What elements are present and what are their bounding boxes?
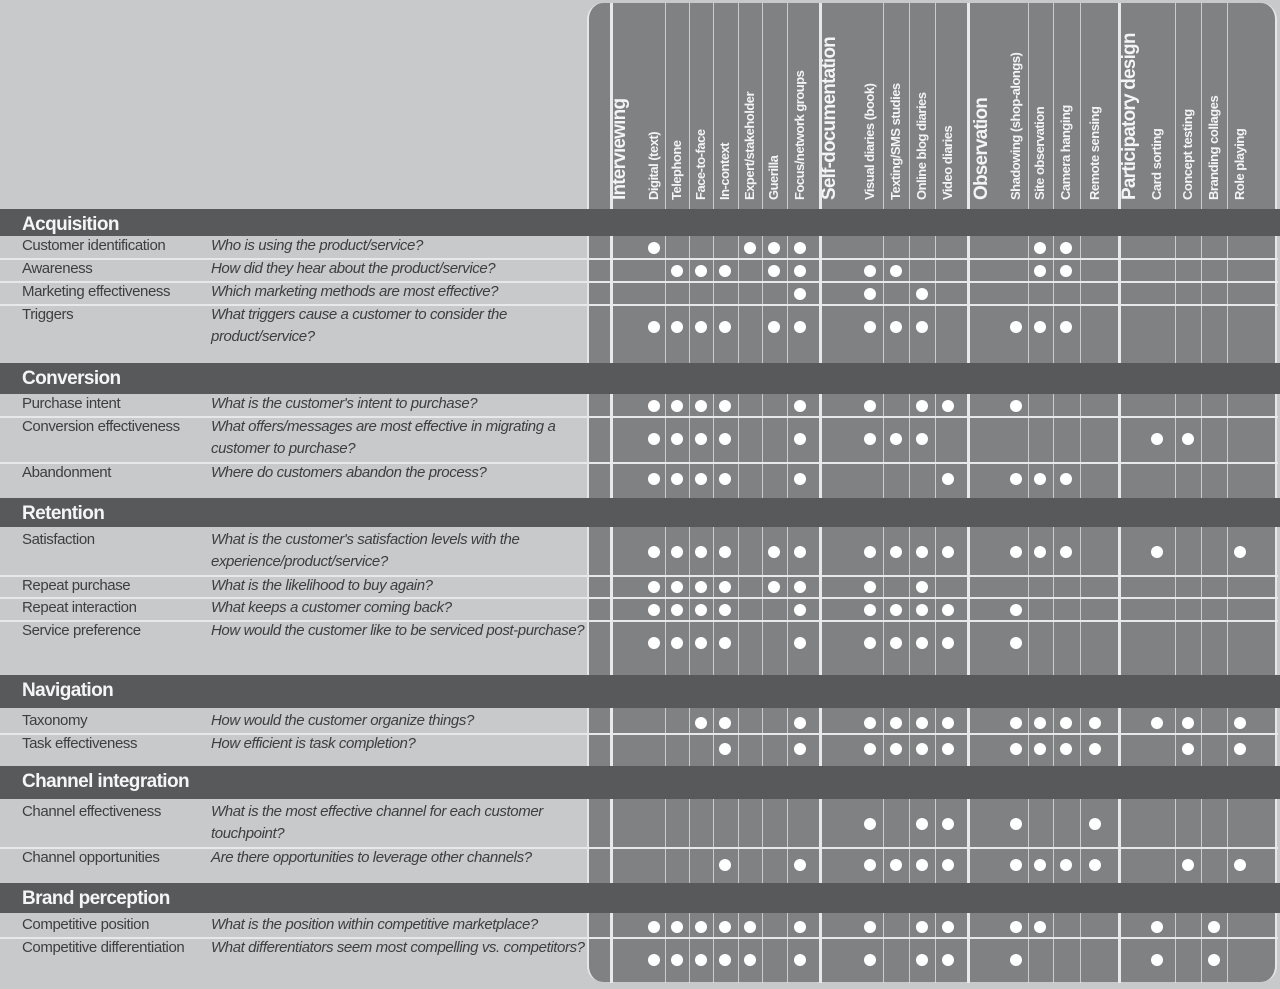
method-dot bbox=[794, 242, 806, 254]
method-dot bbox=[942, 818, 954, 830]
method-dot bbox=[695, 433, 707, 445]
column-divider bbox=[713, 3, 714, 983]
row-question: What keeps a customer coming back? bbox=[211, 599, 452, 616]
group-header-observation: Observation bbox=[971, 97, 992, 200]
method-dot bbox=[916, 546, 928, 558]
method-dot bbox=[1010, 400, 1022, 412]
method-dot bbox=[719, 743, 731, 755]
method-dot bbox=[671, 433, 683, 445]
method-dot bbox=[671, 400, 683, 412]
row-question: What is the customer's satisfaction levels with the experience/product/service? bbox=[211, 531, 520, 570]
method-dot bbox=[719, 921, 731, 933]
method-dot bbox=[916, 637, 928, 649]
method-dot bbox=[1089, 818, 1101, 830]
method-dot bbox=[864, 433, 876, 445]
method-dot bbox=[1060, 743, 1072, 755]
method-dot bbox=[719, 954, 731, 966]
row-divider bbox=[0, 575, 1278, 577]
method-dot bbox=[1060, 859, 1072, 871]
method-dot bbox=[916, 921, 928, 933]
method-dot bbox=[1060, 321, 1072, 333]
method-dot bbox=[1089, 717, 1101, 729]
column-divider bbox=[762, 3, 763, 983]
method-dot bbox=[864, 921, 876, 933]
method-dot bbox=[719, 433, 731, 445]
column-header-digital-text: Digital (text) bbox=[646, 131, 661, 200]
method-dot bbox=[794, 321, 806, 333]
column-divider bbox=[935, 3, 936, 983]
method-dot bbox=[1010, 546, 1022, 558]
method-dot bbox=[942, 400, 954, 412]
section-header-channel-integration bbox=[0, 766, 1280, 799]
method-dot bbox=[794, 954, 806, 966]
method-dot bbox=[864, 321, 876, 333]
row-question: What is the position within competitive marketplace? bbox=[211, 916, 538, 933]
column-header-shadowing-shop-alongs: Shadowing (shop-alongs) bbox=[1008, 52, 1023, 200]
column-divider bbox=[1227, 3, 1228, 983]
method-dot bbox=[794, 546, 806, 558]
method-dot bbox=[794, 637, 806, 649]
method-dot bbox=[671, 604, 683, 616]
method-dot bbox=[695, 473, 707, 485]
row-divider bbox=[0, 304, 1278, 306]
row-attribute: Satisfaction bbox=[22, 531, 95, 548]
row-question: What triggers cause a customer to consider the product/service? bbox=[211, 306, 507, 345]
method-dot bbox=[1151, 921, 1163, 933]
method-dot bbox=[794, 400, 806, 412]
method-dot bbox=[671, 954, 683, 966]
row-attribute: Channel effectiveness bbox=[22, 803, 161, 820]
method-dot bbox=[1151, 433, 1163, 445]
method-dot bbox=[794, 473, 806, 485]
method-dot bbox=[695, 581, 707, 593]
method-dot bbox=[864, 637, 876, 649]
method-dot bbox=[648, 637, 660, 649]
row-attribute: Conversion effectiveness bbox=[22, 418, 180, 435]
method-dot bbox=[648, 954, 660, 966]
method-dot bbox=[648, 604, 660, 616]
section-header-brand-perception bbox=[0, 883, 1280, 913]
row-attribute: Competitive position bbox=[22, 916, 150, 933]
method-dot bbox=[1034, 859, 1046, 871]
method-dot bbox=[648, 400, 660, 412]
column-header-card-sorting: Card sorting bbox=[1149, 128, 1164, 200]
row-divider bbox=[0, 847, 1278, 849]
row-attribute: Marketing effectiveness bbox=[22, 283, 171, 300]
method-dot bbox=[942, 546, 954, 558]
method-dot bbox=[671, 637, 683, 649]
method-dot bbox=[916, 954, 928, 966]
method-dot bbox=[648, 546, 660, 558]
column-divider bbox=[819, 3, 822, 983]
method-dot bbox=[719, 546, 731, 558]
method-dot bbox=[1010, 954, 1022, 966]
method-dot bbox=[1034, 717, 1046, 729]
row-question: What offers/messages are most effective in migrating a customer to purchase? bbox=[211, 418, 556, 457]
row-attribute: Repeat interaction bbox=[22, 599, 137, 616]
row-question: How did they hear about the product/service? bbox=[211, 260, 496, 277]
row-question: What is the likelihood to buy again? bbox=[211, 577, 433, 594]
method-dot bbox=[695, 717, 707, 729]
method-dot bbox=[768, 321, 780, 333]
group-header-interviewing: Interviewing bbox=[609, 98, 630, 200]
method-dot bbox=[695, 546, 707, 558]
method-dot bbox=[671, 321, 683, 333]
row-divider bbox=[0, 597, 1278, 599]
method-dot bbox=[1034, 242, 1046, 254]
method-dot bbox=[916, 859, 928, 871]
column-header-focus-network-groups: Focus/network groups bbox=[792, 70, 807, 200]
method-dot bbox=[1034, 743, 1046, 755]
method-dot bbox=[1182, 433, 1194, 445]
row-divider bbox=[0, 281, 1278, 283]
column-header-in-context: In-context bbox=[717, 142, 732, 200]
column-divider bbox=[1053, 3, 1054, 983]
method-dot bbox=[695, 604, 707, 616]
method-dot bbox=[916, 717, 928, 729]
method-dot bbox=[890, 717, 902, 729]
column-divider bbox=[610, 3, 613, 983]
section-title: Retention bbox=[22, 503, 105, 524]
method-dot bbox=[719, 473, 731, 485]
column-divider bbox=[1118, 3, 1121, 983]
method-dot bbox=[1234, 743, 1246, 755]
section-header-navigation bbox=[0, 675, 1280, 708]
row-divider bbox=[0, 258, 1278, 260]
row-attribute: Abandonment bbox=[22, 464, 112, 481]
method-dot bbox=[1060, 717, 1072, 729]
methods-panel bbox=[587, 3, 1277, 982]
column-divider bbox=[787, 3, 788, 983]
method-dot bbox=[671, 921, 683, 933]
row-question: What is the most effective channel for each customer touchpoint? bbox=[211, 803, 543, 842]
method-dot bbox=[648, 581, 660, 593]
method-dot bbox=[794, 581, 806, 593]
method-dot bbox=[719, 637, 731, 649]
method-dot bbox=[695, 265, 707, 277]
column-header-texting-sms-studies: Texting/SMS studies bbox=[888, 83, 903, 200]
row-question: How efficient is task completion? bbox=[211, 735, 416, 752]
method-dot bbox=[916, 581, 928, 593]
method-dot bbox=[648, 921, 660, 933]
method-dot bbox=[1010, 473, 1022, 485]
method-dot bbox=[1234, 717, 1246, 729]
method-dot bbox=[890, 859, 902, 871]
group-header-participatory-design: Participatory design bbox=[1119, 33, 1140, 200]
method-dot bbox=[864, 265, 876, 277]
column-header-concept-testing: Concept testing bbox=[1180, 109, 1195, 200]
method-dot bbox=[648, 433, 660, 445]
method-dot bbox=[864, 581, 876, 593]
method-dot bbox=[671, 581, 683, 593]
row-attribute: Service preference bbox=[22, 622, 141, 639]
method-dot bbox=[1010, 921, 1022, 933]
method-dot bbox=[1208, 921, 1220, 933]
method-dot bbox=[1034, 473, 1046, 485]
method-dot bbox=[1010, 321, 1022, 333]
method-dot bbox=[890, 433, 902, 445]
method-dot bbox=[695, 637, 707, 649]
method-dot bbox=[1034, 546, 1046, 558]
row-divider bbox=[0, 937, 1278, 939]
row-question: Where do customers abandon the process? bbox=[211, 464, 487, 481]
column-header-expert-stakeholder: Expert/stakeholder bbox=[742, 91, 757, 200]
method-dot bbox=[719, 265, 731, 277]
method-dot bbox=[1234, 546, 1246, 558]
row-attribute: Purchase intent bbox=[22, 395, 121, 412]
row-attribute: Customer identification bbox=[22, 237, 166, 254]
method-dot bbox=[794, 743, 806, 755]
method-dot bbox=[890, 637, 902, 649]
method-dot bbox=[1010, 717, 1022, 729]
row-question: What is the customer's intent to purchase? bbox=[211, 395, 478, 412]
method-dot bbox=[916, 604, 928, 616]
method-dot bbox=[890, 604, 902, 616]
section-title: Navigation bbox=[22, 680, 114, 701]
row-question: How would the customer organize things? bbox=[211, 712, 474, 729]
method-dot bbox=[1034, 321, 1046, 333]
method-dot bbox=[719, 400, 731, 412]
column-header-camera-hanging: Camera hanging bbox=[1058, 105, 1073, 200]
method-dot bbox=[794, 265, 806, 277]
section-title: Conversion bbox=[22, 368, 121, 389]
method-dot bbox=[671, 473, 683, 485]
method-dot bbox=[942, 921, 954, 933]
method-dot bbox=[648, 242, 660, 254]
method-dot bbox=[744, 242, 756, 254]
row-question: What differentiators seem most compelling vs. competitors? bbox=[211, 939, 585, 956]
row-attribute: Taxonomy bbox=[22, 712, 88, 729]
method-dot bbox=[768, 265, 780, 277]
method-dot bbox=[916, 743, 928, 755]
method-dot bbox=[1208, 954, 1220, 966]
method-dot bbox=[1089, 743, 1101, 755]
method-dot bbox=[1010, 743, 1022, 755]
row-divider bbox=[0, 416, 1278, 418]
method-dot bbox=[864, 954, 876, 966]
method-dot bbox=[695, 921, 707, 933]
row-divider bbox=[0, 733, 1278, 735]
method-dot bbox=[794, 921, 806, 933]
column-divider bbox=[1201, 3, 1202, 983]
method-dot bbox=[1234, 859, 1246, 871]
method-dot bbox=[942, 604, 954, 616]
group-header-self-documentation: Self-documentation bbox=[819, 37, 840, 200]
column-header-video-diaries: Video diaries bbox=[940, 125, 955, 200]
section-title: Channel integration bbox=[22, 771, 189, 792]
method-dot bbox=[864, 859, 876, 871]
method-dot bbox=[942, 859, 954, 871]
method-dot bbox=[719, 717, 731, 729]
method-dot bbox=[768, 242, 780, 254]
method-dot bbox=[695, 321, 707, 333]
method-dot bbox=[648, 473, 660, 485]
method-dot bbox=[890, 265, 902, 277]
method-dot bbox=[864, 604, 876, 616]
column-divider bbox=[665, 3, 666, 983]
method-dot bbox=[1089, 859, 1101, 871]
method-dot bbox=[794, 717, 806, 729]
column-header-site-observation: Site observation bbox=[1032, 106, 1047, 200]
column-divider bbox=[909, 3, 910, 983]
column-divider bbox=[1080, 3, 1081, 983]
method-dot bbox=[1182, 743, 1194, 755]
row-attribute: Task effectiveness bbox=[22, 735, 138, 752]
method-dot bbox=[794, 604, 806, 616]
method-dot bbox=[864, 717, 876, 729]
method-dot bbox=[1010, 637, 1022, 649]
method-dot bbox=[1182, 859, 1194, 871]
method-dot bbox=[768, 546, 780, 558]
method-dot bbox=[1034, 921, 1046, 933]
row-divider bbox=[0, 620, 1278, 622]
row-attribute: Repeat purchase bbox=[22, 577, 131, 594]
method-dot bbox=[890, 743, 902, 755]
method-dot bbox=[864, 546, 876, 558]
method-dot bbox=[942, 717, 954, 729]
method-dot bbox=[864, 288, 876, 300]
column-header-remote-sensing: Remote sensing bbox=[1087, 106, 1102, 200]
row-question: Who is using the product/service? bbox=[211, 237, 423, 254]
method-dot bbox=[648, 321, 660, 333]
column-header-branding-collages: Branding collages bbox=[1206, 95, 1221, 200]
method-dot bbox=[864, 818, 876, 830]
method-dot bbox=[671, 546, 683, 558]
method-dot bbox=[890, 546, 902, 558]
method-dot bbox=[768, 581, 780, 593]
method-dot bbox=[1182, 717, 1194, 729]
section-header-conversion bbox=[0, 363, 1280, 394]
section-header-retention bbox=[0, 498, 1280, 527]
method-dot bbox=[744, 921, 756, 933]
method-dot bbox=[1060, 546, 1072, 558]
column-divider bbox=[967, 3, 970, 983]
method-dot bbox=[1060, 265, 1072, 277]
column-divider bbox=[689, 3, 690, 983]
column-header-guerilla: Guerilla bbox=[766, 155, 781, 200]
column-header-online-blog-diaries: Online blog diaries bbox=[914, 92, 929, 200]
row-attribute: Competitive differentiation bbox=[22, 939, 185, 956]
method-dot bbox=[1010, 604, 1022, 616]
method-dot bbox=[1010, 859, 1022, 871]
section-title: Brand perception bbox=[22, 888, 170, 909]
method-dot bbox=[671, 265, 683, 277]
column-divider bbox=[1175, 3, 1176, 983]
method-dot bbox=[942, 743, 954, 755]
row-question: How would the customer like to be serviced post-purchase? bbox=[211, 622, 585, 639]
method-dot bbox=[1010, 818, 1022, 830]
method-dot bbox=[890, 321, 902, 333]
column-header-visual-diaries-book: Visual diaries (book) bbox=[862, 83, 877, 200]
column-header-telephone: Telephone bbox=[669, 140, 684, 200]
method-dot bbox=[1060, 242, 1072, 254]
row-divider bbox=[0, 462, 1278, 464]
method-dot bbox=[1034, 265, 1046, 277]
row-question: Are there opportunities to leverage other channels? bbox=[211, 849, 532, 866]
method-dot bbox=[916, 433, 928, 445]
column-divider bbox=[738, 3, 739, 983]
method-dot bbox=[719, 581, 731, 593]
method-dot bbox=[1151, 954, 1163, 966]
method-dot bbox=[864, 400, 876, 412]
method-dot bbox=[864, 743, 876, 755]
method-dot bbox=[695, 954, 707, 966]
section-header-acquisition bbox=[0, 209, 1280, 236]
column-divider bbox=[883, 3, 884, 983]
method-dot bbox=[794, 288, 806, 300]
method-dot bbox=[695, 400, 707, 412]
row-question: Which marketing methods are most effective? bbox=[211, 283, 499, 300]
method-dot bbox=[719, 604, 731, 616]
method-dot bbox=[942, 637, 954, 649]
method-dot bbox=[794, 859, 806, 871]
row-attribute: Channel opportunities bbox=[22, 849, 160, 866]
method-dot bbox=[1151, 717, 1163, 729]
method-dot bbox=[916, 400, 928, 412]
method-dot bbox=[916, 321, 928, 333]
method-dot bbox=[942, 954, 954, 966]
row-attribute: Awareness bbox=[22, 260, 93, 277]
method-dot bbox=[916, 818, 928, 830]
column-header-face-to-face: Face-to-face bbox=[693, 129, 708, 200]
method-dot bbox=[744, 954, 756, 966]
method-dot bbox=[942, 473, 954, 485]
method-dot bbox=[719, 859, 731, 871]
method-dot bbox=[719, 321, 731, 333]
method-dot bbox=[794, 433, 806, 445]
column-divider bbox=[1028, 3, 1029, 983]
method-dot bbox=[916, 288, 928, 300]
column-header-role-playing: Role playing bbox=[1232, 128, 1247, 200]
method-dot bbox=[1151, 546, 1163, 558]
row-attribute: Triggers bbox=[22, 306, 74, 323]
method-dot bbox=[1060, 473, 1072, 485]
section-title: Acquisition bbox=[22, 214, 119, 235]
